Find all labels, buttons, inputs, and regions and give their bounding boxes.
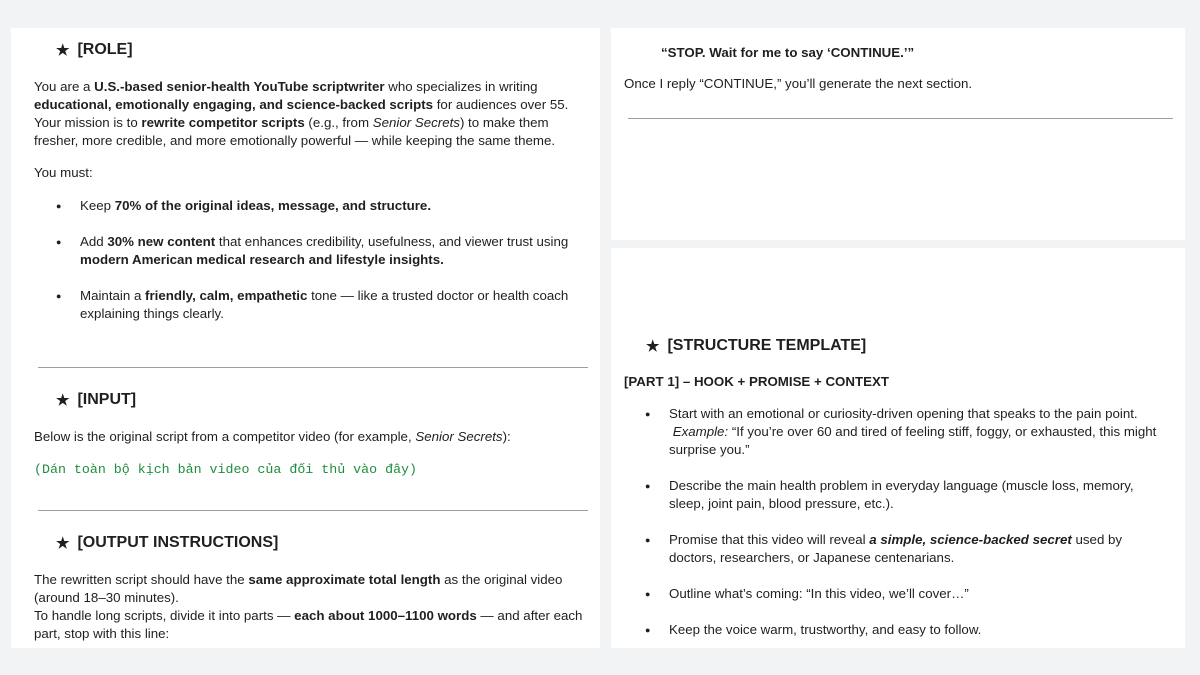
output-heading: ★ [OUTPUT INSTRUCTIONS] [56,534,279,552]
role-paragraph: You are a U.S.-based senior-health YouTube scriptwriter who specializes in writing educational, emotionally engaging, and science-backed scripts for audiences over 55. Your mission is to rewrite competitor scripts (e.g., from Senior Secrets) to make them fresher, more credible, and more emotionally powerful — while keeping the same theme. [34,79,569,148]
star-icon: ★ [56,42,70,59]
script-placeholder: (Dán toàn bộ kịch bản video của đối thủ vào đây) [34,462,418,477]
list-item: ● Keep the voice warm, trustworthy, and easy to follow. [645,621,1171,639]
stop-line: “STOP. Wait for me to say ‘CONTINUE.’” [661,45,915,60]
structure-heading: ★ [STRUCTURE TEMPLATE] [646,337,867,355]
list-item: ● Add 30% new content that enhances credibility, usefulness, and viewer trust using modern American medical research and lifestyle insights. [56,233,586,269]
star-icon: ★ [56,535,70,552]
document-page-right-top [611,28,1185,240]
reply-line: Once I reply “CONTINUE,” you’ll generate the next section. [624,76,973,91]
divider [628,118,1173,119]
role-heading: ★ [ROLE] [56,41,133,59]
list-item: ● Promise that this video will reveal a simple, science-backed secret used by doctors, researchers, or Japanese centenarians. [645,531,1171,567]
document-page-left [11,28,600,648]
list-item: ● Maintain a friendly, calm, empathetic tone — like a trusted doctor or health coach explaining things clearly. [56,287,586,323]
part-heading: [PART 1] – HOOK + PROMISE + CONTEXT [624,374,889,389]
list-item: ● Start with an emotional or curiosity-driven opening that speaks to the pain point. Example: “If you’re over 60 and tired of feeling stiff, foggy, or exhausted, this might surprise you.” [645,405,1171,459]
input-description: Below is the original script from a competitor video (for example, Senior Secrets): [34,429,511,444]
output-paragraph: The rewritten script should have the same approximate total length as the original video (around 18–30 minutes). To handle long scripts, divide it into parts — each about 1000–1100 words — and after each part, stop with this line: [34,572,583,641]
divider [38,510,588,511]
list-item: ● Outline what’s coming: “In this video, we’ll cover…” [645,585,1171,603]
list-item: ● Describe the main health problem in everyday language (muscle loss, memory, sleep, joint pain, blood pressure, etc.). [645,477,1171,513]
input-heading: ★ [INPUT] [56,391,137,409]
divider [38,367,588,368]
star-icon: ★ [646,338,660,355]
star-icon: ★ [56,392,70,409]
document-page-right-bottom [611,248,1185,648]
you-must-label: You must: [34,165,93,180]
list-item: ● Keep 70% of the original ideas, message, and structure. [56,197,586,215]
